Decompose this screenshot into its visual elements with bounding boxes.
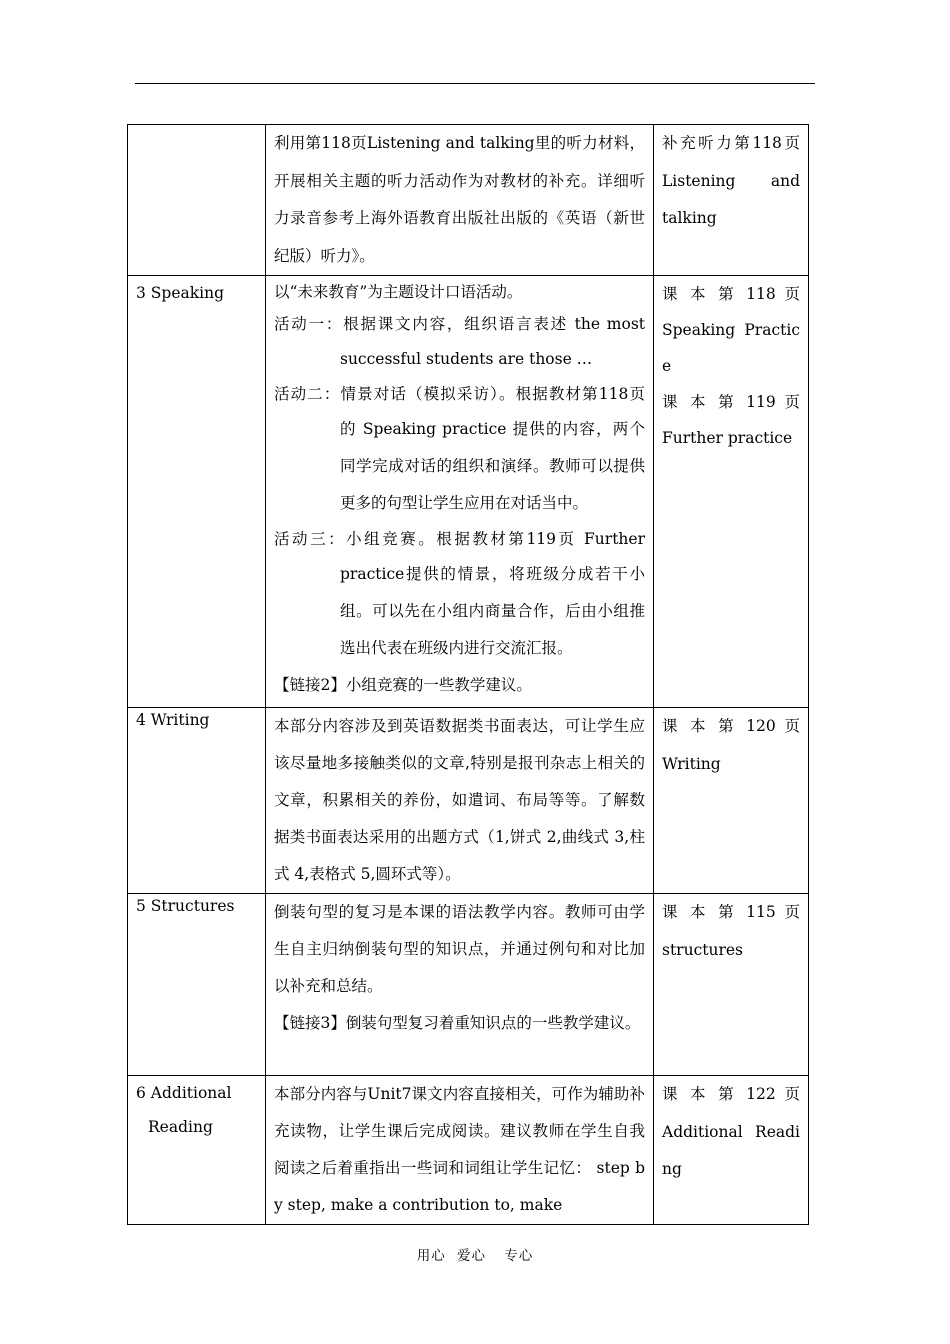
source-cell xyxy=(654,894,809,1076)
link-note-3: 【链接3】倒装句型复习着重知识点的一些教学建议。 xyxy=(274,1014,641,1032)
section-title-speaking: 3 Speaking xyxy=(136,284,224,302)
source-cell xyxy=(654,125,809,276)
section-title-reading: Reading xyxy=(148,1118,213,1136)
page-footer xyxy=(0,1244,950,1264)
link-note-2: 【链接2】小组竞赛的一些教学建议。 xyxy=(274,676,532,694)
source-line: talking xyxy=(662,209,717,227)
source-line: Further practice xyxy=(662,429,793,447)
content-text: 倒装句型的复习是本课的语法教学内容。教师可由学生自主归纳倒装句型的知识点，并通过例句和对比加以补充和总结。 xyxy=(274,903,645,995)
footer-word: 爱心 xyxy=(457,1248,486,1264)
section-title-writing: 4 Writing xyxy=(136,711,210,729)
lesson-plan-table xyxy=(127,124,809,1225)
section-cell xyxy=(128,1076,266,1225)
source-line: Writing xyxy=(662,754,721,773)
table-row xyxy=(128,276,809,708)
source-line: Listening and xyxy=(662,171,800,190)
activity-1-text: successful students are those … xyxy=(340,350,593,368)
content-cell xyxy=(266,125,654,276)
speaking-intro: 以“未来教育”为主题设计口语活动。 xyxy=(274,283,523,301)
content-cell xyxy=(266,1076,654,1225)
table-row xyxy=(128,708,809,894)
content-cell xyxy=(266,708,654,894)
section-cell xyxy=(128,125,266,276)
activity-3-label: 活动三：小组竞赛。根据教材第119页 Further xyxy=(274,530,645,548)
content-cell xyxy=(266,276,654,708)
section-cell xyxy=(128,276,266,708)
activity-1-label: 活动一：根据课文内容，组织语言表述 the most xyxy=(274,315,645,333)
footer-word: 专心 xyxy=(504,1248,534,1264)
content-cell xyxy=(266,894,654,1076)
source-line: structures xyxy=(662,940,744,959)
source-line: Additional Reading xyxy=(662,1122,800,1178)
activity-3-text: practice提供的情景，将班级分成若干小组。可以先在小组内商量合作，后由小组推选出代表在班级内进行交流汇报。 xyxy=(340,565,645,657)
activity-2-label: 活动二：情景对话（模拟采访）。根据教材第118页 xyxy=(274,385,645,403)
source-line: 课 本 第 119 页 xyxy=(662,393,800,411)
source-cell xyxy=(654,1076,809,1225)
source-line: 课 本 第 118 页 xyxy=(662,285,800,303)
source-cell xyxy=(654,708,809,894)
source-line: 课 本 第 115 页 xyxy=(662,903,800,921)
source-cell xyxy=(654,276,809,708)
section-title-additional: 6 Additional xyxy=(136,1084,232,1102)
table-row xyxy=(128,1076,809,1225)
content-text: 本部分内容与Unit7课文内容直接相关，可作为辅助补充读物，让学生课后完成阅读。建议教师在学生自我阅读之后着重指出一些词和词组让学生记忆： step by step, make a contribution to, make xyxy=(274,1085,645,1214)
footer-word: 用心 xyxy=(416,1248,446,1264)
section-cell xyxy=(128,894,266,1076)
table-row xyxy=(128,125,809,276)
content-text: 利用第118页Listening and talking里的听力材料，开展相关主题的听力活动作为对教材的补充。详细听力录音参考上海外语教育出版社出版的《英语（新世纪版）听力》。 xyxy=(274,134,645,265)
source-line: 补充听力第118页 xyxy=(662,134,800,152)
section-title-structures: 5 Structures xyxy=(136,897,235,915)
section-cell xyxy=(128,708,266,894)
source-line: 课 本 第 122 页 xyxy=(662,1085,800,1103)
content-text: 本部分内容涉及到英语数据类书面表达，可让学生应该尽量地多接触类似的文章,特别是报刊杂志上相关的文章，积累相关的养份，如遣词、布局等等。了解数据类书面表达采用的出题方式（1,饼式 2,曲线式 3,柱式 4,表格式 5,圆环式等）。 xyxy=(274,717,645,883)
source-line: 课 本 第 120 页 xyxy=(662,717,800,735)
activity-2-text: 的 Speaking practice 提供的内容，两个同学完成对话的组织和演绎。教师可以提供更多的句型让学生应用在对话当中。 xyxy=(340,420,645,512)
table-row xyxy=(128,894,809,1076)
header-rule xyxy=(135,83,815,84)
source-line: Speaking Practice xyxy=(662,321,800,375)
